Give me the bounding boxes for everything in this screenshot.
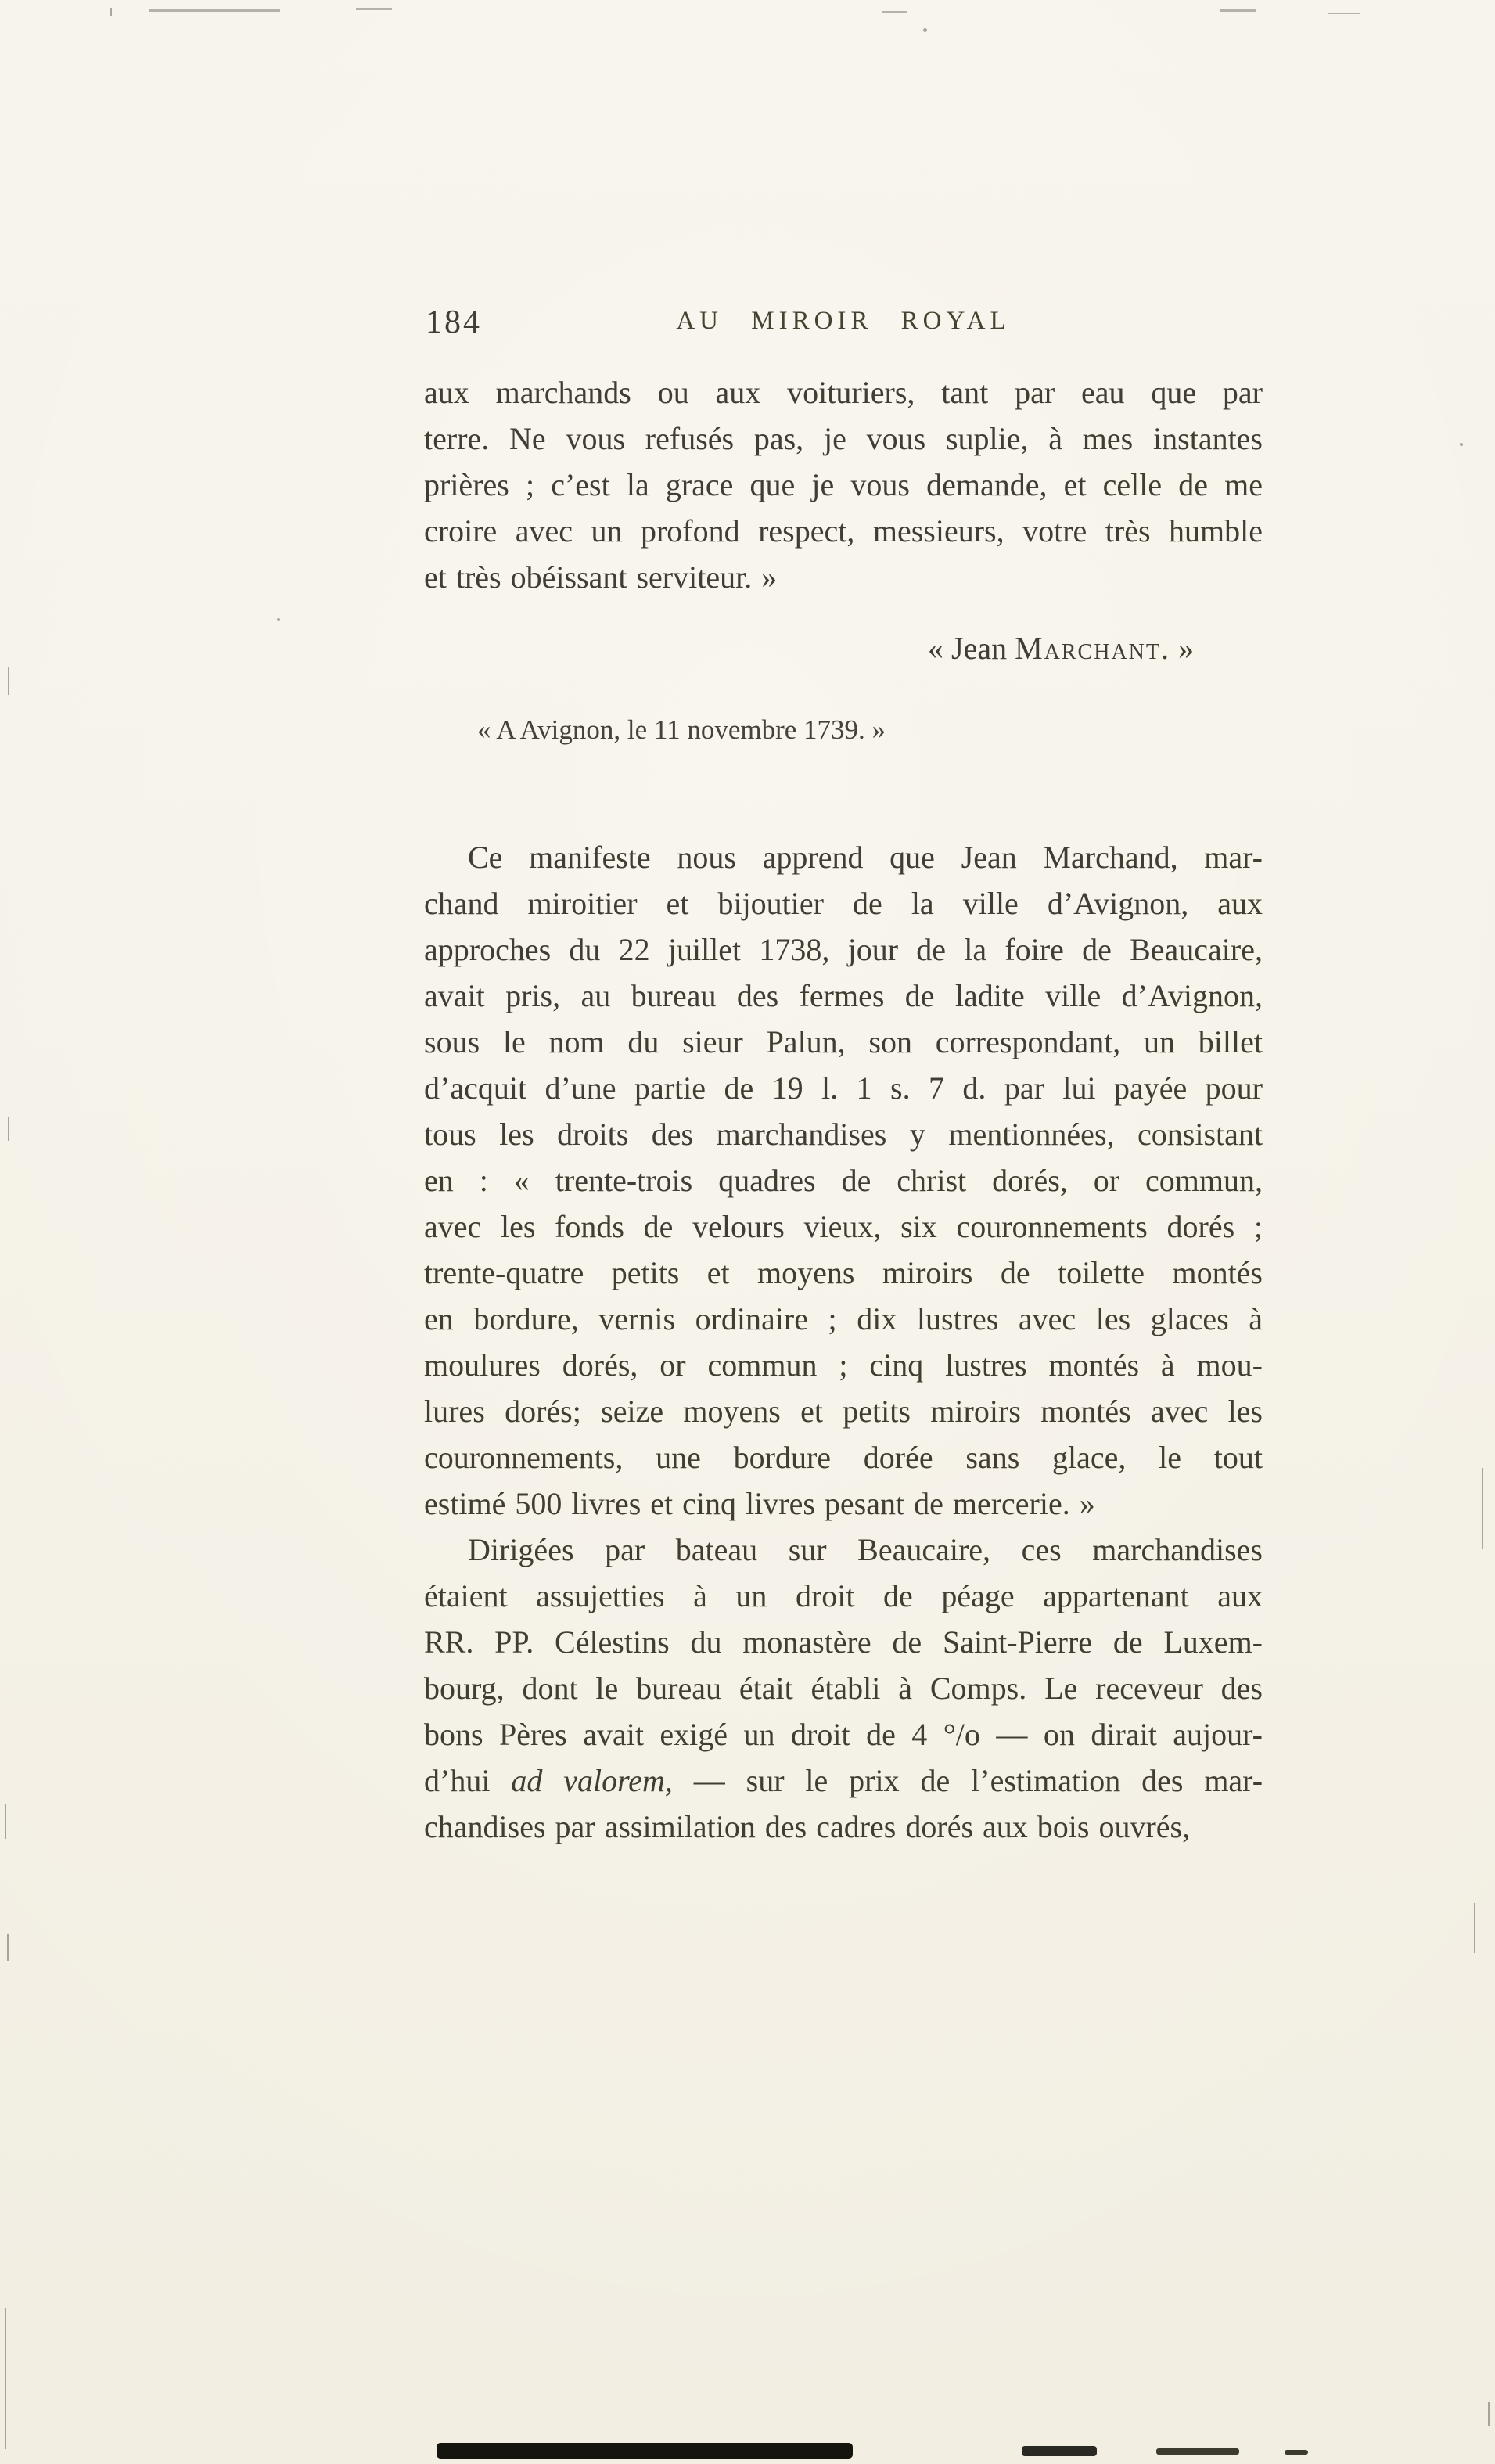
text-line: bourg, dont le bureau était établi à Comps. Le receveur des <box>424 1671 1263 1706</box>
text-line <box>424 1757 1263 1804</box>
text-line: Dirigées par bateau sur Beaucaire, ces marchandises <box>468 1532 1263 1567</box>
signature-name: Marchant. <box>1015 631 1170 666</box>
text-line: estimé 500 livres et cinq livres pesant de mercerie. » <box>424 1486 1095 1521</box>
text-line: en : « trente-trois quadres de christ dorés, or commun, <box>424 1163 1263 1198</box>
scan-artifact-speck <box>110 8 112 16</box>
text-line: croire avec un profond respect, messieurs, votre très humble <box>424 513 1263 549</box>
scan-artifact-top-dash <box>1328 13 1360 14</box>
scan-artifact-top-dash <box>1220 9 1256 12</box>
text-line: étaient assujetties à un droit de péage appartenant aux <box>424 1578 1263 1613</box>
scan-artifact-bottom-bar <box>1156 2448 1239 2455</box>
text-line: couronnements, une bordure dorée sans glace, le tout <box>424 1440 1263 1475</box>
scan-artifact-right-tick <box>1482 1468 1483 1549</box>
signature-close: » <box>1178 631 1194 666</box>
scan-artifact-left-tick <box>8 1117 9 1141</box>
text-segment-italic: ad valorem, <box>511 1763 673 1798</box>
text-line: tous les droits des marchandises y mentionnées, consistant <box>424 1117 1263 1152</box>
text-line: chandises par assimilation des cadres dorés aux bois ouvrés, <box>424 1809 1191 1844</box>
paragraph-manifeste <box>424 834 1263 1527</box>
scan-artifact-top-dash <box>882 11 907 13</box>
scan-artifact-top-dash <box>149 9 280 12</box>
text-line: terre. Ne vous refusés pas, je vous suplie, à mes instantes <box>424 421 1263 456</box>
text-line: Ce manifeste nous apprend que Jean Marchand, mar- <box>468 840 1263 875</box>
scan-artifact-left-tick <box>5 1804 6 1839</box>
letter-closing <box>424 369 1263 750</box>
page-number: 184 <box>426 304 482 340</box>
page-header <box>424 299 1263 347</box>
text-line: et très obéissant serviteur. » <box>424 559 778 595</box>
text-line: prières ; c’est la grace que je vous demande, et celle de me <box>424 467 1263 502</box>
running-title: AU MIROIR ROYAL <box>676 307 1011 335</box>
letter-dateline: « A Avignon, le 11 novembre 1739. » <box>477 714 886 745</box>
text-line: aux marchands ou aux voituriers, tant par eau que par <box>424 375 1263 410</box>
scan-artifact-speck <box>277 618 280 621</box>
text-line: en bordure, vernis ordinaire ; dix lustres avec les glaces à <box>424 1301 1263 1336</box>
scan-artifact-top-dash <box>356 8 392 10</box>
scan-artifact-speck <box>923 28 927 32</box>
scan-artifact-right-tick <box>1474 1903 1475 1953</box>
text-line: d’acquit d’une partie de 19 l. 1 s. 7 d. par lui payée pour <box>424 1070 1263 1106</box>
scan-artifact-left-tick <box>5 2308 6 2449</box>
scan-artifact-right-tick <box>1488 2402 1490 2426</box>
scan-artifact-left-tick <box>7 1934 9 1961</box>
scan-artifact-bottom-bar <box>1285 2450 1308 2455</box>
text-line: chand miroitier et bijoutier de la ville d’Avignon, aux <box>424 886 1263 921</box>
signature-open: « Jean <box>928 631 1008 666</box>
scan-artifact-bottom-bar <box>1022 2446 1097 2456</box>
text-column <box>424 299 1263 1850</box>
paragraph-peage <box>424 1527 1263 1850</box>
text-line: approches du 22 juillet 1738, jour de la foire de Beaucaire, <box>424 932 1263 967</box>
text-line: avait pris, au bureau des fermes de ladite ville d’Avignon, <box>424 978 1263 1013</box>
signature-line <box>424 625 1263 671</box>
text-segment: d’hui <box>424 1763 491 1798</box>
text-line: lures dorés; seize moyens et petits miroirs montés avec les <box>424 1394 1263 1429</box>
scan-artifact-left-tick <box>8 667 9 695</box>
text-segment: — sur le prix de l’estimation des mar- <box>693 1763 1263 1798</box>
text-line: sous le nom du sieur Palun, son correspondant, un billet <box>424 1024 1263 1059</box>
text-line: RR. PP. Célestins du monastère de Saint-Pierre de Luxem- <box>424 1624 1263 1660</box>
text-line: avec les fonds de velours vieux, six couronnements dorés ; <box>424 1209 1263 1244</box>
scan-artifact-speck <box>1460 443 1463 446</box>
text-line: moulures dorés, or commun ; cinq lustres montés à mou- <box>424 1347 1263 1383</box>
text-line: trente-quatre petits et moyens miroirs de toilette montés <box>424 1255 1263 1290</box>
scan-artifact-bottom-bar <box>437 2443 853 2459</box>
text-line: bons Pères avait exigé un droit de 4 °/o — on dirait aujour- <box>424 1717 1263 1752</box>
